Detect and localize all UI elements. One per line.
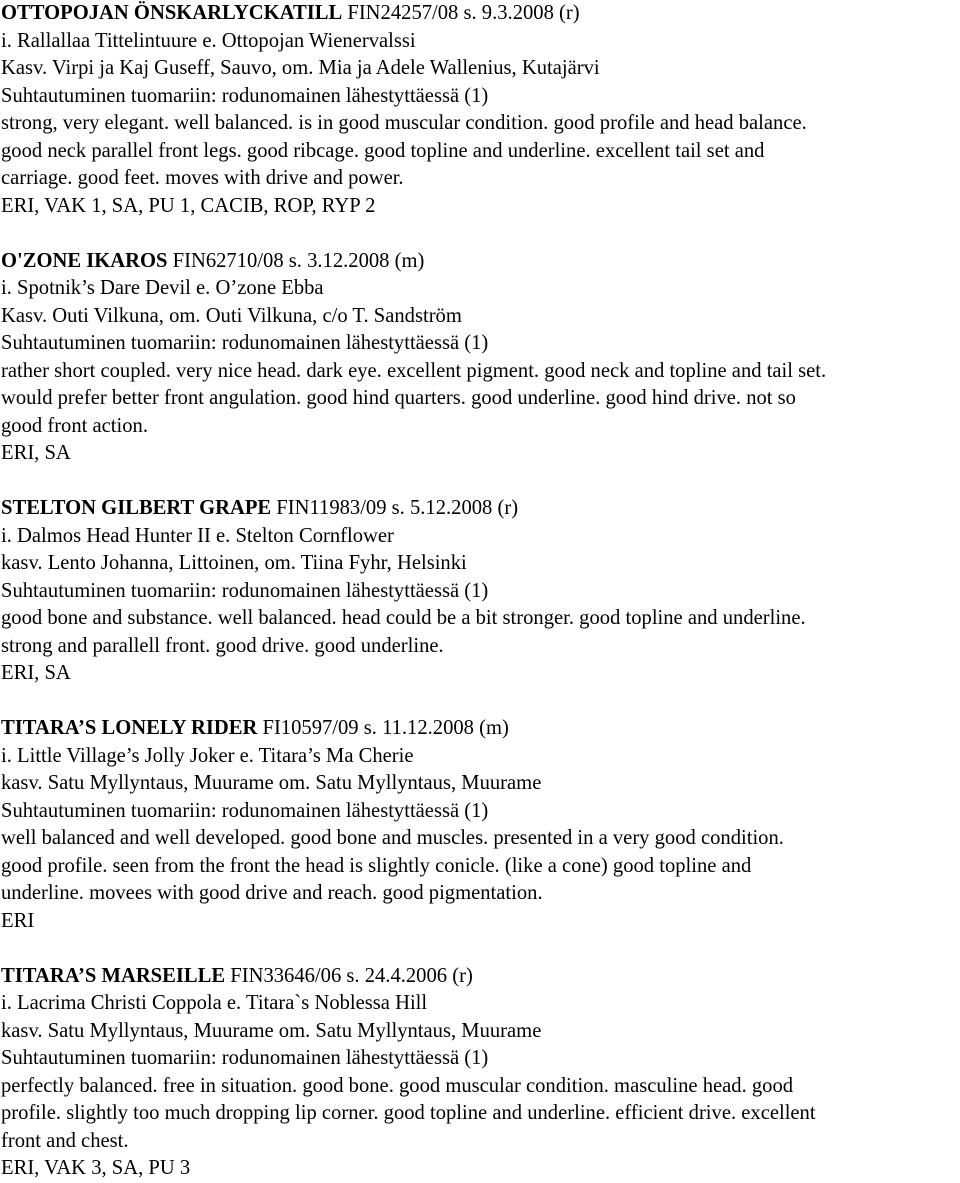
temperament-line: Suhtautuminen tuomariin: rodunomainen lähestyttäessä (1) <box>1 799 489 822</box>
temperament-line: Suhtautuminen tuomariin: rodunomainen lähestyttäessä (1) <box>1 579 489 602</box>
registration-info: FI10597/09 s. 11.12.2008 (m) <box>257 717 509 739</box>
parents-line: i. Spotnik’s Dare Devil e. O’zone Ebba <box>1 277 324 299</box>
critique-line: good neck parallel front legs. good ribcage. good topline and underline. excellent tail set and <box>1 139 765 162</box>
critique-line: carriage. good feet. moves with drive and power. <box>1 167 404 189</box>
registration-info: FIN33646/06 s. 24.4.2006 (r) <box>225 964 473 987</box>
entry-heading <box>0 495 960 523</box>
critique-line: front and chest. <box>1 1129 129 1152</box>
entry-heading <box>0 715 960 743</box>
critique-line: would prefer better front angulation. good hind quarters. good underline. good hind drive. not so <box>1 387 796 409</box>
result-line: ERI, SA <box>1 662 71 684</box>
critique-line: strong, very elegant. well balanced. is in good muscular condition. good profile and head balance. <box>1 112 807 134</box>
critique-line: good front action. <box>1 414 148 437</box>
temperament-line: Suhtautuminen tuomariin: rodunomainen lähestyttäessä (1) <box>1 84 489 107</box>
result-line: ERI, SA <box>1 442 71 464</box>
breeder-owner-line: kasv. Satu Myllyntaus, Muurame om. Satu Myllyntaus, Muurame <box>1 772 542 794</box>
dog-name: O'ZONE IKAROS <box>1 249 168 272</box>
registration-info: FIN24257/08 s. 9.3.2008 (r) <box>342 2 580 24</box>
temperament-line: Suhtautuminen tuomariin: rodunomainen lähestyttäessä (1) <box>1 1047 489 1069</box>
dog-name: TITARA’S LONELY RIDER <box>1 717 258 739</box>
critique-line: rather short coupled. very nice head. dark eye. excellent pigment. good neck and topline and tail set. <box>1 359 827 382</box>
spacer <box>0 688 960 716</box>
dog-entry <box>0 248 960 468</box>
critique-line: strong and parallell front. good drive. good underline. <box>1 634 444 657</box>
result-line: ERI, VAK 3, SA, PU 3 <box>1 1157 191 1179</box>
parents-line: i. Dalmos Head Hunter II e. Stelton Cornflower <box>1 524 394 547</box>
parents-line: i. Little Village’s Jolly Joker e. Titara’s Ma Cherie <box>1 744 414 767</box>
breeder-owner-line: Kasv. Virpi ja Kaj Guseff, Sauvo, om. Mia ja Adele Wallenius, Kutajärvi <box>1 57 600 79</box>
entry-heading <box>0 963 960 991</box>
spacer <box>0 220 960 248</box>
dog-name: TITARA’S MARSEILLE <box>1 964 226 987</box>
critique-line: profile. slightly too much dropping lip corner. good topline and underline. efficient drive. excellent <box>1 1102 816 1124</box>
critique-line: perfectly balanced. free in situation. good bone. good muscular condition. masculine head. good <box>1 1074 794 1097</box>
parents-line: i. Lacrima Christi Coppola e. Titara`s Noblessa Hill <box>1 992 428 1014</box>
dog-name: STELTON GILBERT GRAPE <box>1 497 272 519</box>
registration-info: FIN62710/08 s. 3.12.2008 (m) <box>167 249 425 272</box>
dog-entry <box>0 715 960 935</box>
critique-line: well balanced and well developed. good bone and muscles. presented in a very good condition. <box>1 827 784 849</box>
dog-name: OTTOPOJAN ÖNSKARLYCKATILL <box>1 2 343 24</box>
critique-line: good bone and substance. well balanced. head could be a bit stronger. good topline and underline. <box>1 607 806 629</box>
critique-line: good profile. seen from the front the head is slightly conicle. (like a cone) good topline and <box>1 854 752 877</box>
entry-heading <box>0 0 960 28</box>
spacer <box>0 935 960 963</box>
critique-line: underline. movees with good drive and reach. good pigmentation. <box>1 882 543 904</box>
parents-line: i. Rallallaa Tittelintuure e. Ottopojan Wienervalssi <box>1 29 416 52</box>
dog-entry <box>0 0 960 220</box>
dog-entry <box>0 963 960 1183</box>
entry-heading <box>0 248 960 276</box>
spacer <box>0 468 960 496</box>
breeder-owner-line: kasv. Lento Johanna, Littoinen, om. Tiina Fyhr, Helsinki <box>1 552 467 574</box>
breeder-owner-line: Kasv. Outi Vilkuna, om. Outi Vilkuna, c/o T. Sandström <box>1 304 462 327</box>
result-line: ERI <box>1 909 35 932</box>
dog-entry <box>0 495 960 688</box>
result-line: ERI, VAK 1, SA, PU 1, CACIB, ROP, RYP 2 <box>1 194 376 217</box>
breeder-owner-line: kasv. Satu Myllyntaus, Muurame om. Satu Myllyntaus, Muurame <box>1 1019 542 1042</box>
temperament-line: Suhtautuminen tuomariin: rodunomainen lähestyttäessä (1) <box>1 332 489 354</box>
registration-info: FIN11983/09 s. 5.12.2008 (r) <box>271 497 519 519</box>
